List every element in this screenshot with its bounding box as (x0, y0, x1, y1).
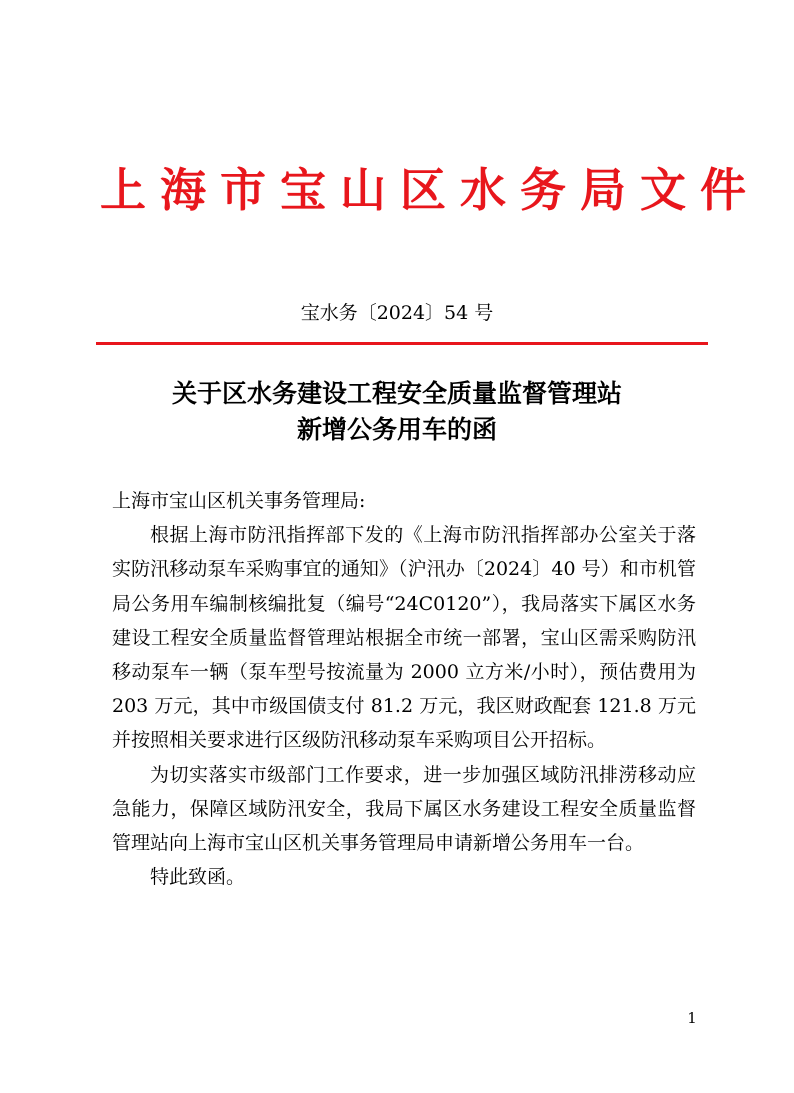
title-line-1: 关于区水务建设工程安全质量监督管理站 (171, 379, 622, 408)
document-body (112, 484, 696, 894)
title-line-2: 新增公务用车的函 (296, 415, 497, 444)
body-paragraph: 为切实落实市级部门工作要求，进一步加强区域防汛排涝移动应急能力，保障区域防汛安全，我局下属区水务建设工程安全质量监督管理站向上海市宝山区机关事务管理局申请新增公务用车一台。 (112, 763, 696, 855)
document-title (100, 376, 694, 448)
red-separator-line (96, 342, 708, 345)
closing-paragraph: 特此致函。 (150, 866, 246, 889)
salutation: 上海市宝山区机关事务管理局: (112, 490, 366, 512)
page-number: 1 (687, 1009, 697, 1027)
masthead-title: 上海市宝山区水务局文件 (100, 163, 760, 217)
body-paragraph: 根据上海市防汛指挥部下发的《上海市防汛指挥部办公室关于落实防汛移动泵车采购事宜的通知》（沪汛办〔2024〕40 号）和市机管局公务用车编制核编批复（编号“24C0120”），我局落实下属区水务建设工程安全质量监督管理站根据全市统一部署，宝山区需采购防汛移动泵车一辆（泵车型号按流量为 2000 立方米/小时），预估费用为 203 万元，其中市级国债支付 81.2 万元，我区财政配套 121.8 万元并按照相关要求进行区级防汛移动泵车采购项目公开招标。 (112, 524, 696, 752)
document-number: 宝水务〔2024〕54 号 (300, 302, 494, 324)
